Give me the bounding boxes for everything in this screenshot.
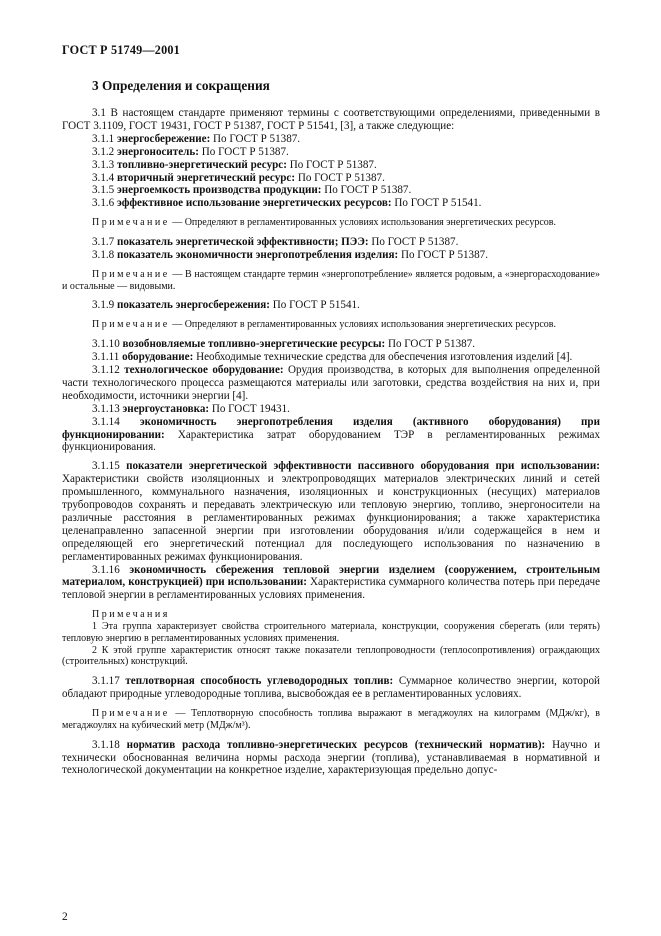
definition-paragraph xyxy=(62,236,600,249)
term: топливно-энергетический ресурс: xyxy=(116,158,287,171)
text: По ГОСТ Р 51387. xyxy=(385,338,475,351)
text: 3.1.15 xyxy=(92,460,127,473)
term: энергосбережение: xyxy=(116,132,211,145)
spacer xyxy=(62,331,600,338)
spacer xyxy=(62,229,600,236)
term: вторичный энергетический ресурс: xyxy=(116,171,296,184)
note-paragraph xyxy=(62,319,600,331)
text: По ГОСТ Р 51387. xyxy=(398,248,488,261)
text: Характеристика затрат оборудованием ТЭР в регламентированных режимах функционирования. xyxy=(62,428,600,454)
text: 3.1.13 xyxy=(92,402,123,415)
term: энергоемкость производства продукции: xyxy=(116,184,322,197)
text: 3.1.12 xyxy=(92,363,125,376)
text: По ГОСТ Р 51387. xyxy=(321,184,412,197)
spacer xyxy=(62,262,600,269)
term: эффективное использование энергетических ресурсов: xyxy=(116,197,392,210)
note-label: Примечание xyxy=(92,268,170,280)
term: теплотворная способность углеводородных топлив: xyxy=(125,675,394,688)
text: По ГОСТ Р 51387. xyxy=(198,145,289,158)
definition-paragraph xyxy=(62,460,600,563)
definition-paragraph xyxy=(62,133,600,146)
spacer xyxy=(62,292,600,299)
definition-paragraph xyxy=(62,338,600,351)
note-label: Примечание xyxy=(92,708,170,720)
spacer xyxy=(62,210,600,217)
spacer xyxy=(62,312,600,319)
text: 3.1 В настоящем стандарте применяют термины с соответствующими определениями, приведенными в ГОСТ 3.1109, ГОСТ 19431, ГОСТ Р 51387, ГОСТ Р 51541, [3], а также следующие: xyxy=(62,107,600,132)
definition-paragraph xyxy=(62,197,600,210)
section-body xyxy=(62,107,600,777)
note-paragraph xyxy=(62,217,600,229)
note-paragraph xyxy=(62,645,600,669)
term: экономичность сбережения тепловой энергии изделием (сооружением, строительным материалом, конструкцией) при использовании: xyxy=(62,563,601,589)
text: — Определяют в регламентированных условиях использования энергетических ресурсов. xyxy=(169,319,556,331)
text: 3.1.2 xyxy=(92,145,117,158)
definition-paragraph xyxy=(62,675,600,701)
text: 3.1.9 xyxy=(92,299,117,312)
definition-paragraph xyxy=(62,184,600,197)
term: энергоустановка: xyxy=(122,402,210,415)
definition-paragraph xyxy=(62,403,600,416)
term: показатели энергетической эффективности пассивного оборудования при использовании: xyxy=(126,460,601,473)
term: технологическое оборудование: xyxy=(124,363,284,376)
text: 3.1.18 xyxy=(92,738,127,751)
text: Необходимые технические средства для обеспечения изготовления изделий [4]. xyxy=(193,351,573,364)
text: Характеристика суммарного количества потерь при передаче тепловой энергии в регламентированных условиях применения. xyxy=(62,576,600,602)
definition-paragraph xyxy=(62,299,600,312)
definition-paragraph xyxy=(62,249,600,262)
term: экономичность энергопотребления изделия (активного оборудования) при функционировании: xyxy=(62,415,600,441)
text: 1 Эта группа характеризует свойства строительного материала, конструкции, сооружения сберегать (или терять) тепловую энергию в регламентированных условиях применения. xyxy=(62,621,600,644)
note-paragraph xyxy=(62,269,600,293)
spacer xyxy=(62,701,600,708)
spacer xyxy=(62,602,600,609)
term: показатель энергетической эффективности; ПЭЭ: xyxy=(116,236,369,249)
text: Орудия производства, в которых для выполнения определенной части технологического процесса размещаются материалы или заготовки, средства воздействия на них и, при необходимости, источники энергии [4]. xyxy=(62,363,601,402)
text: 3.1.5 xyxy=(92,184,117,197)
note-label: Примечание xyxy=(92,217,170,229)
text: — В настоящем стандарте термин «энергопотребление» является родовым, а «энергорасходование» и остальные — видовыми. xyxy=(62,268,600,292)
note-paragraph xyxy=(62,708,600,732)
term: энергоноситель: xyxy=(116,145,199,158)
text: 3.1.10 xyxy=(92,338,123,351)
text: 2 К этой группе характеристик относят также показатели теплопроводности (теплосопротивления) ограждающих (строительных) конструкций. xyxy=(62,644,600,668)
text: 3.1.11 xyxy=(92,351,123,364)
text: 3.1.4 xyxy=(92,171,117,184)
term: показатель энергосбережения: xyxy=(116,299,271,312)
term: норматив расхода топливно-энергетических ресурсов (технический норматив): xyxy=(126,738,546,751)
definition-paragraph xyxy=(62,159,600,172)
note-paragraph xyxy=(62,621,600,645)
text: По ГОСТ Р 51387. xyxy=(210,132,301,145)
definition-paragraph xyxy=(62,364,600,403)
text: 3.1.1 xyxy=(92,132,117,145)
definition-paragraph xyxy=(62,107,600,133)
text: По ГОСТ Р 51387. xyxy=(368,236,459,249)
definition-paragraph xyxy=(62,172,600,185)
document-page xyxy=(62,0,600,936)
definition-paragraph xyxy=(62,146,600,159)
definition-paragraph xyxy=(62,416,600,455)
term: оборудование: xyxy=(122,351,194,364)
text: По ГОСТ 19431. xyxy=(209,402,290,415)
definition-paragraph xyxy=(62,739,600,778)
text: 3.1.3 xyxy=(92,158,117,171)
text: 3.1.17 xyxy=(92,675,126,688)
note-label: Примечание xyxy=(92,319,170,331)
section-title: 3 Определения и сокращения xyxy=(92,78,270,93)
spacer xyxy=(62,732,600,739)
text: — Теплотворную способность топлива выражают в мегаджоулях на килограмм (МДж/кг), в мегаджоулях на кубический метр (МДж/м³). xyxy=(62,708,600,731)
text: Научно и технически обоснованная величина нормы расхода энергии (топлива), устанавливаемая в нормативной и технологической документации на конкретное изделие, характеризующая предельно допус- xyxy=(62,738,601,777)
text: 3.1.8 xyxy=(92,248,117,261)
definition-paragraph xyxy=(62,351,600,364)
text: По ГОСТ Р 51387. xyxy=(295,171,385,184)
text: По ГОСТ Р 51387. xyxy=(286,158,377,171)
text: 3.1.16 xyxy=(92,563,130,576)
text: Характеристики свойств изоляционных и электропроводящих материалов электрических линий и сетей промышленного, коммунального назначения, изоляционных и конструкционных (несущих) материалов трубопроводов сохранять и передавать электрическую или тепловую энергию, топливо, энергоносители на различные расстояния в регламентированных режимах функционирования; а также характеристика целенаправленно запасенной энергии при изготовлении оборудования и/или содержащейся в нем и определяющей его энергетический потенциал для последующего использования по назначению в регламентированных режимах функционирования. xyxy=(62,473,600,563)
text: 3.1.14 xyxy=(92,415,140,428)
spacer xyxy=(62,668,600,675)
text: 3.1.7 xyxy=(92,236,117,249)
note-label: Примечания xyxy=(92,609,170,621)
text: По ГОСТ Р 51541. xyxy=(270,299,360,312)
note-paragraph xyxy=(62,609,600,621)
document-header: ГОСТ Р 51749—2001 xyxy=(62,43,180,57)
text: — Определяют в регламентированных условиях использования энергетических ресурсов. xyxy=(169,217,556,229)
text: 3.1.6 xyxy=(92,197,117,210)
term: возобновляемые топливно-энергетические ресурсы: xyxy=(122,338,386,351)
term: показатель экономичности энергопотребления изделия: xyxy=(116,248,399,261)
text: По ГОСТ Р 51541. xyxy=(391,197,482,210)
page-number: 2 xyxy=(62,911,68,923)
definition-paragraph xyxy=(62,564,600,603)
text: Суммарное количество энергии, которой обладают природные углеводородные топлива, высвобождая ее в регламентированных условиях. xyxy=(62,675,600,701)
